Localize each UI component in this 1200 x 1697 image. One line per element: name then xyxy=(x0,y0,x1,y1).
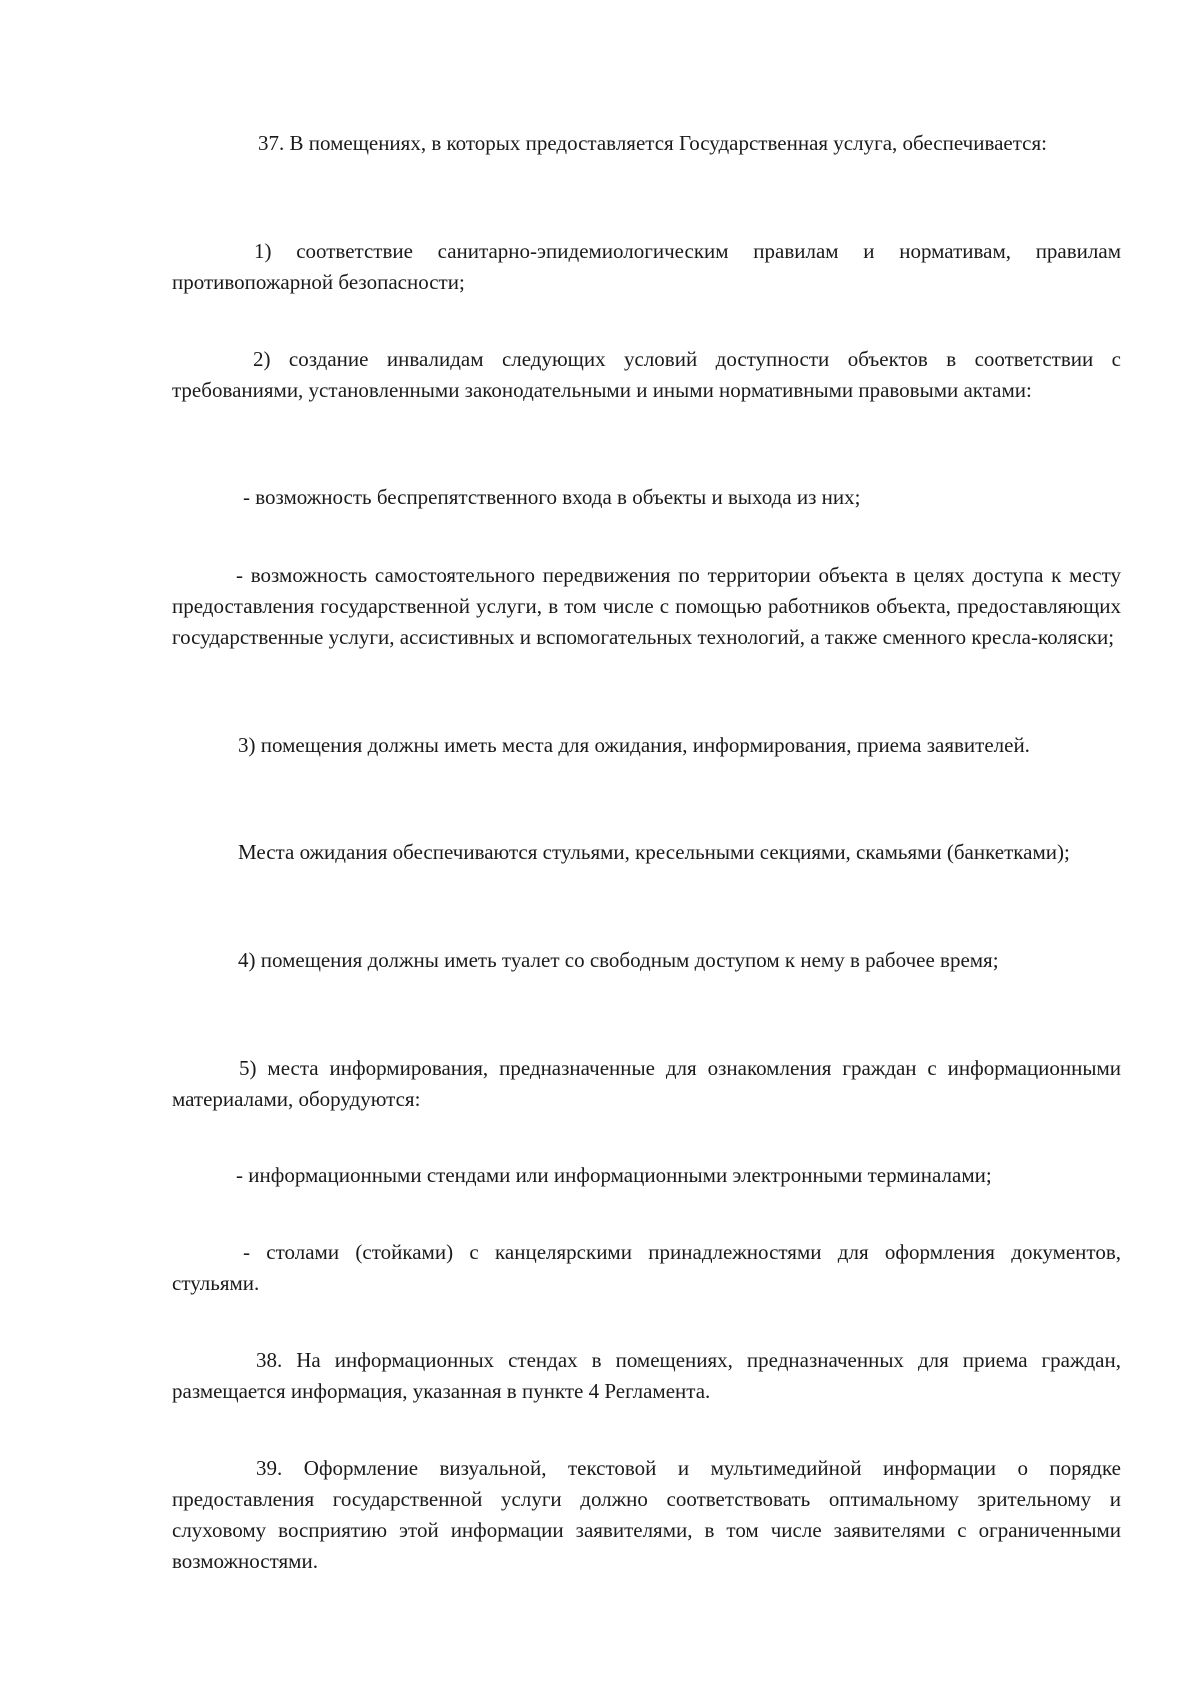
paragraph-item-5: 5) места информирования, предназначенные для ознакомления граждан с информационными материалами, оборудуются: xyxy=(172,1056,1121,1111)
paragraph-waiting-places: Места ожидания обеспечиваются стульями, кресельными секциями, скамьями (банкетками); xyxy=(238,840,1070,864)
paragraph-item-2: 2) создание инвалидам следующих условий доступности объектов в соответствии с требованиями, установленными законодательными и иными нормативными правовыми актами: xyxy=(172,347,1121,402)
paragraph-item-1: 1) соответствие санитарно-эпидемиологическим правилам и нормативам, правилам противопожарной безопасности; xyxy=(172,239,1121,294)
paragraph-item-3: 3) помещения должны иметь места для ожидания, информирования, приема заявителей. xyxy=(238,733,1030,757)
paragraph-37: 37. В помещениях, в которых предоставляется Государственная услуга, обеспечивается: xyxy=(258,131,1047,155)
paragraph-dash-stands: - информационными стендами или информационными электронными терминалами; xyxy=(236,1163,992,1187)
paragraph-item-4: 4) помещения должны иметь туалет со свободным доступом к нему в рабочее время; xyxy=(238,948,999,972)
paragraph-dash-tables: - столами (стойками) с канцелярскими принадлежностями для оформления документов, стульями. xyxy=(172,1240,1121,1295)
paragraph-dash-movement: - возможность самостоятельного передвижения по территории объекта в целях доступа к месту предоставления государственной услуги, в том числе с помощью работников объекта, предоставляющих государственные услуги, ассистивных и вспомогательных технологий, а также сменного кресла-коляски; xyxy=(172,563,1121,649)
paragraph-dash-entry: - возможность беспрепятственного входа в объекты и выхода из них; xyxy=(243,485,861,509)
paragraph-39: 39. Оформление визуальной, текстовой и мультимедийной информации о порядке предоставления государственной услуги должно соответствовать оптимальному зрительному и слуховому восприятию этой информации заявителями, в том числе заявителями с ограниченными возможностями. xyxy=(172,1456,1121,1573)
paragraph-38: 38. На информационных стендах в помещениях, предназначенных для приема граждан, размещается информация, указанная в пункте 4 Регламента. xyxy=(172,1348,1121,1403)
